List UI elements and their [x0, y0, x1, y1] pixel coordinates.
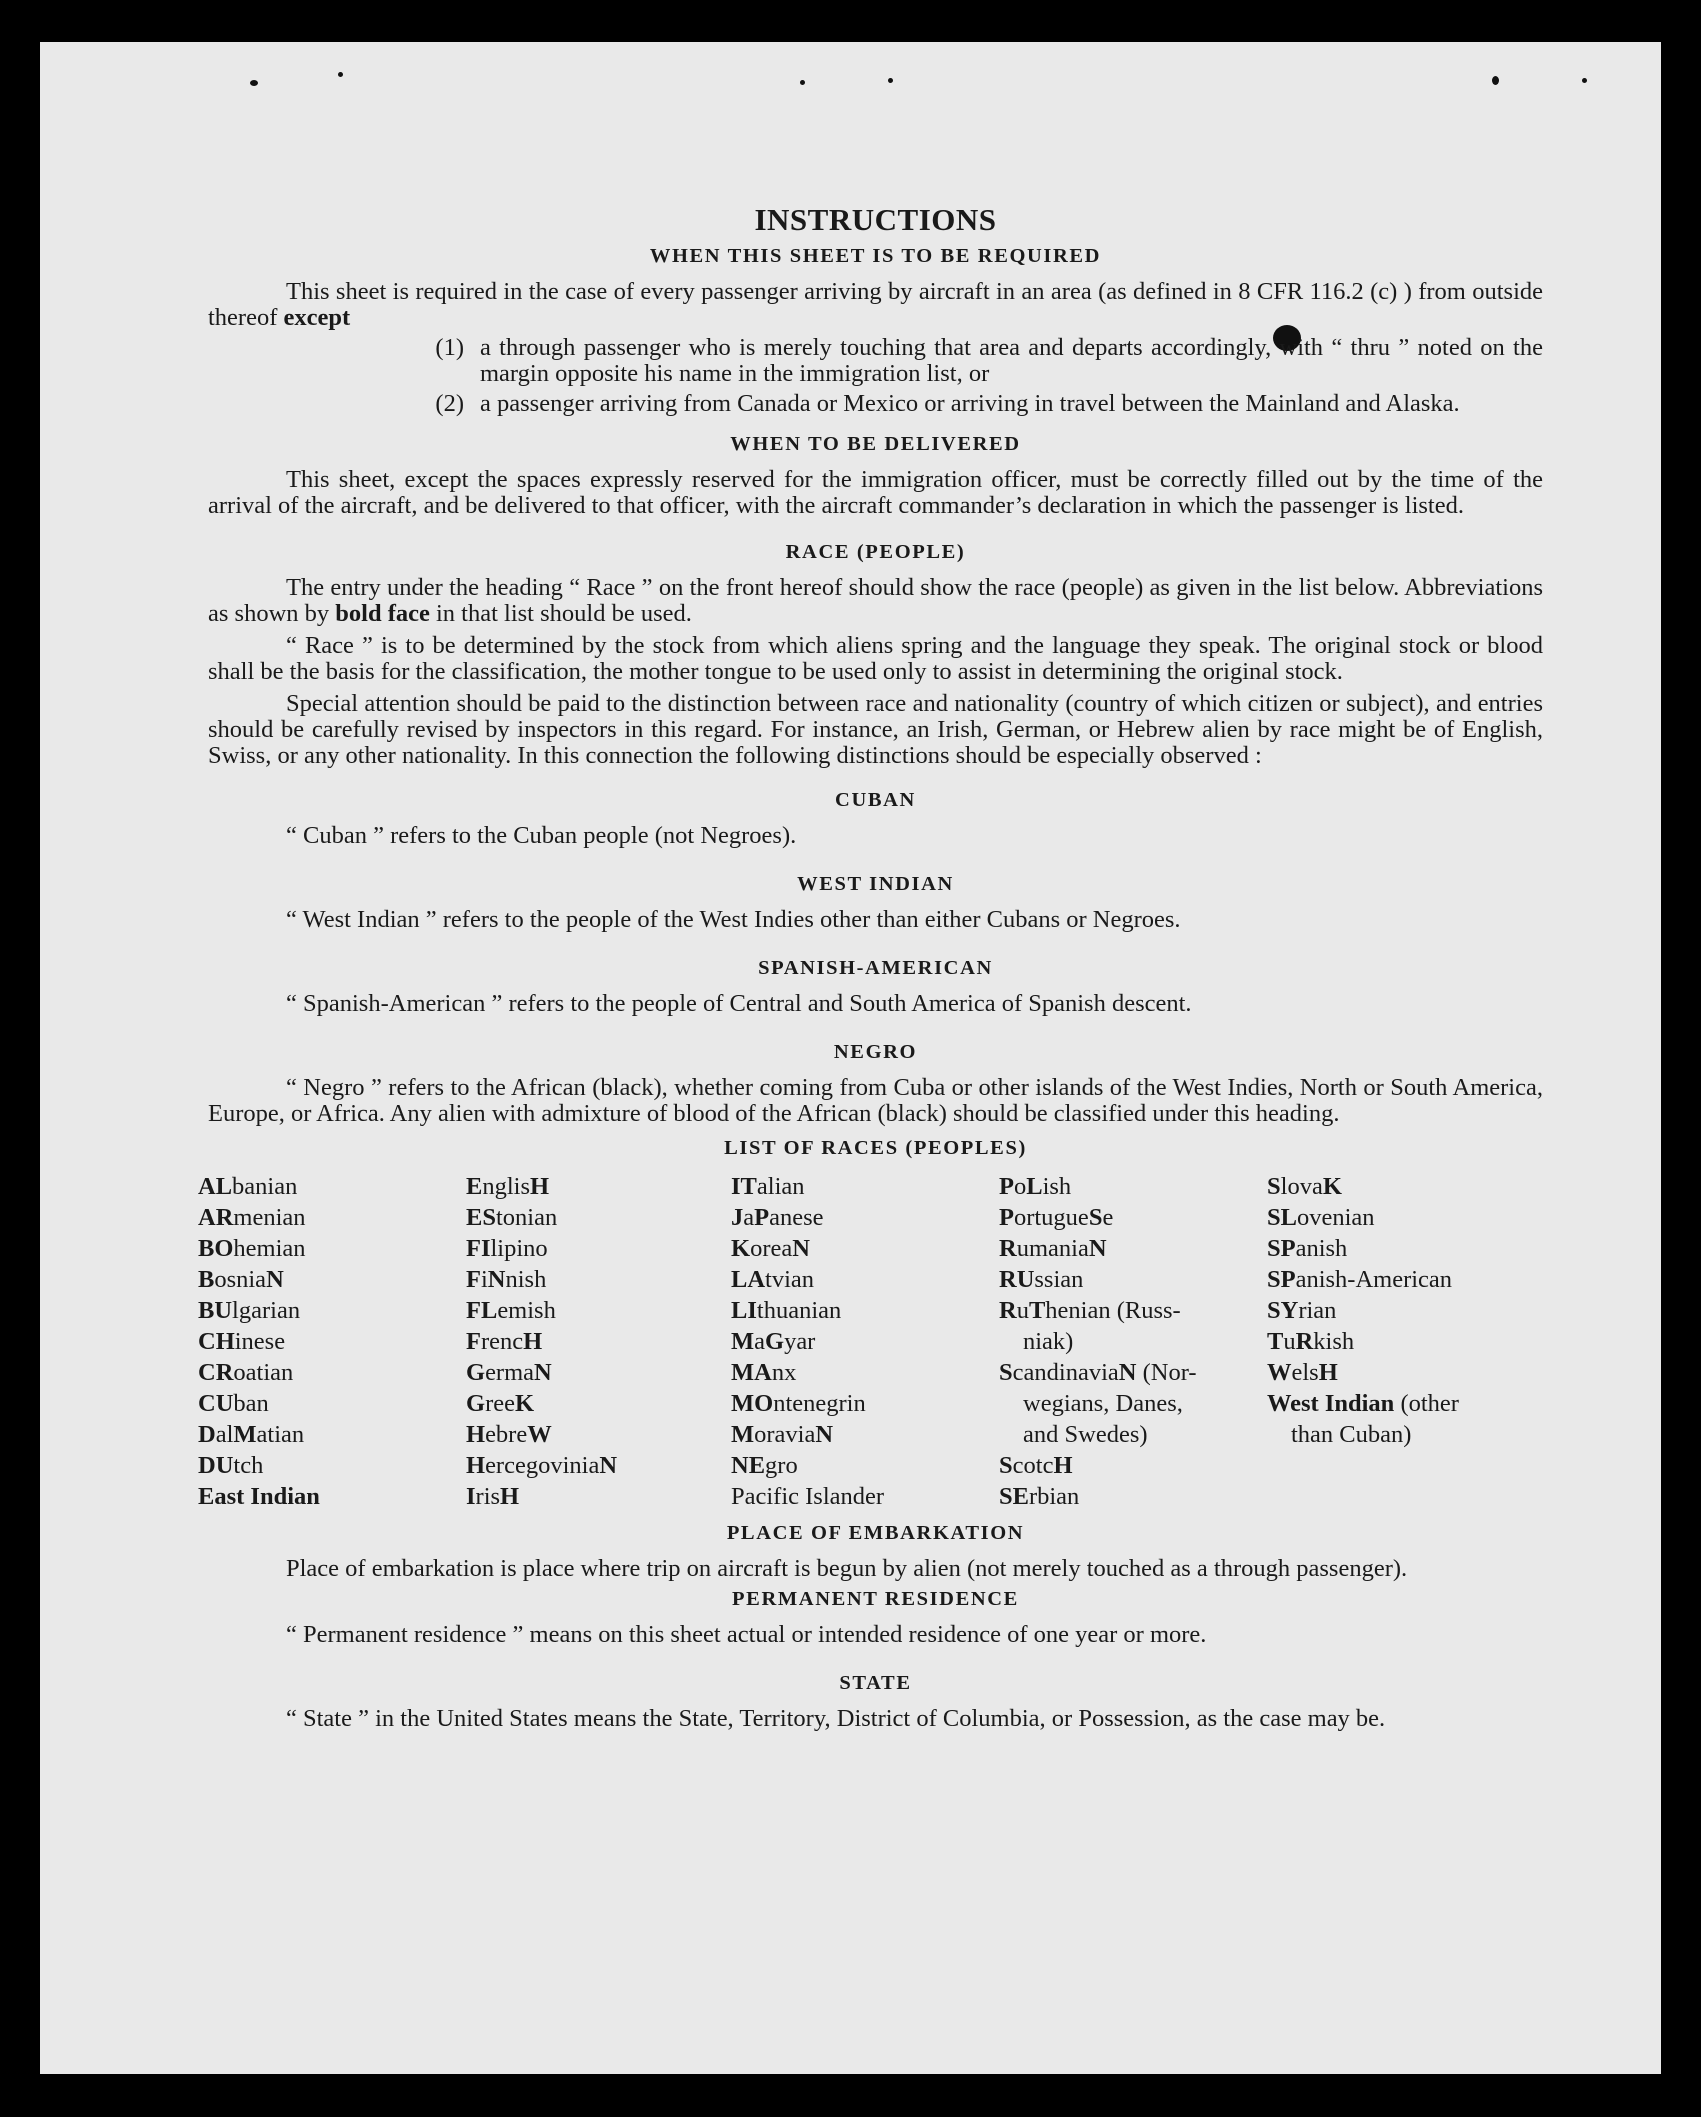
spanish-american-text: “ Spanish-American ” refers to the people of Central and South America of Spanish descent.: [286, 990, 1192, 1017]
scan-speck: [250, 80, 258, 86]
races-column: [1267, 1171, 1533, 1512]
race-entry: SPanish-American: [1267, 1266, 1453, 1293]
race-entry: ALbanian: [198, 1173, 298, 1200]
race-paragraph-2: “ Race ” is to be determined by the stock from which aliens spring and the language they speak. The original stock or blood shall be the basis for the classification, the mother tongue to be used only to assist in determining the original stock.: [208, 632, 1543, 685]
race-entry: KoreaN: [731, 1235, 810, 1262]
race-entry: CUban: [198, 1390, 269, 1417]
scan-speck: [338, 72, 343, 77]
section-heading-spanish-american: SPANISH-AMERICAN: [758, 957, 993, 979]
scan-speck: [1492, 76, 1499, 85]
negro-text: “ Negro ” refers to the African (black), whether coming from Cuba or other islands of the West Indies, North or South America, Europe, or Africa. Any alien with admixture of blood of the African (black) should be classified under this heading.: [208, 1074, 1543, 1127]
page-title: INSTRUCTIONS: [754, 202, 997, 237]
embarkation-text: Place of embarkation is place where trip on aircraft is begun by alien (not merely touched as a through passenger).: [286, 1555, 1408, 1582]
race-entry: SYrian: [1267, 1297, 1337, 1324]
scan-speck: [888, 78, 893, 83]
race-entry: FrencH: [466, 1328, 543, 1355]
cuban-text: “ Cuban ” refers to the Cuban people (not Negroes).: [286, 822, 797, 849]
races-list: [198, 1171, 1543, 1512]
instructions-body: [198, 202, 1543, 1732]
state-text: “ State ” in the United States means the State, Territory, District of Columbia, or Possession, as the case may be.: [286, 1705, 1386, 1732]
race-entry: BosniaN: [198, 1266, 284, 1293]
section-heading-when-required: WHEN THIS SHEET IS TO BE REQUIRED: [649, 245, 1102, 267]
race-entry: LAtvian: [731, 1266, 815, 1293]
race-entry: CHinese: [198, 1328, 286, 1355]
section-heading-permanent-residence: PERMANENT RESIDENCE: [732, 1588, 1019, 1610]
races-column: [999, 1171, 1267, 1512]
section-heading-list-of-races: LIST OF RACES (PEOPLES): [724, 1137, 1027, 1159]
race-entry: LIthuanian: [731, 1297, 842, 1324]
race-entry: SlovaK: [1267, 1173, 1342, 1200]
race-entry: BOhemian: [198, 1235, 306, 1262]
race-entry: SPanish: [1267, 1235, 1348, 1262]
race-entry: NEgro: [731, 1452, 798, 1479]
races-column: [466, 1171, 731, 1512]
races-column: [198, 1171, 466, 1512]
exception-item-1: (1) a through passenger who is merely touching that area and departs accordingly, with “ thru ” noted on the margin opposite his name in the immigration list, or: [435, 334, 1543, 387]
race-entry: SErbian: [999, 1483, 1080, 1510]
race-entry: ARmenian: [198, 1204, 306, 1231]
race-entry: PortugueSe: [999, 1204, 1114, 1231]
race-entry: MoraviaN: [731, 1421, 834, 1448]
race-entry: TuRkish: [1267, 1328, 1355, 1355]
section-heading-embarkation: PLACE OF EMBARKATION: [726, 1522, 1025, 1544]
race-entry: and Swedes): [1023, 1421, 1148, 1448]
race-entry: Pacific Islander: [731, 1483, 885, 1510]
race-entry: FIlipino: [466, 1235, 548, 1262]
race-entry: IrisH: [466, 1483, 520, 1510]
scan-speck: [800, 80, 805, 85]
race-entry: WelsH: [1267, 1359, 1338, 1386]
race-entry: MOntenegrin: [731, 1390, 866, 1417]
race-entry: ScotcH: [999, 1452, 1073, 1479]
race-entry: MAnx: [731, 1359, 797, 1386]
race-entry: HebreW: [466, 1421, 552, 1448]
west-indian-text: “ West Indian ” refers to the people of the West Indies other than either Cubans or Negroes.: [286, 906, 1181, 933]
race-entry: GermaN: [466, 1359, 552, 1386]
section-heading-cuban: CUBAN: [835, 789, 916, 811]
race-entry: East Indian: [198, 1483, 320, 1510]
race-entry: MaGyar: [731, 1328, 816, 1355]
race-entry: GreeK: [466, 1390, 535, 1417]
race-entry: DUtch: [198, 1452, 264, 1479]
when-delivered-text: This sheet, except the spaces expressly reserved for the immigration officer, must be correctly filled out by the time of the arrival of the aircraft, and be delivered to that officer, with the aircraft commander’s declaration in which the passenger is listed.: [208, 466, 1543, 519]
race-entry: ITalian: [731, 1173, 805, 1200]
race-entry: FLemish: [466, 1297, 556, 1324]
race-entry: HercegoviniaN: [466, 1452, 618, 1479]
race-entry: West Indian (other: [1267, 1390, 1459, 1417]
race-entry: EStonian: [466, 1204, 558, 1231]
race-entry: ScandinaviaN (Nor-: [999, 1359, 1197, 1386]
document-page: [40, 42, 1661, 2074]
race-paragraph-1: The entry under the heading “ Race ” on the front hereof should show the race (people) as given in the list below. Abbreviations as shown by bold face in that list should be used.: [208, 574, 1543, 627]
race-entry: niak): [1023, 1328, 1074, 1355]
race-entry: CRoatian: [198, 1359, 294, 1386]
section-heading-when-delivered: WHEN TO BE DELIVERED: [730, 433, 1021, 455]
when-required-intro: This sheet is required in the case of every passenger arriving by aircraft in an area (as defined in 8 CFR 116.2 (c) ) from outside thereof except: [208, 278, 1543, 331]
exception-item-2: (2) a passenger arriving from Canada or Mexico or arriving in travel between the Mainland and Alaska.: [435, 390, 1460, 417]
scan-speck: [1582, 78, 1587, 83]
races-column: [731, 1171, 999, 1512]
race-entry: FiNnish: [466, 1266, 547, 1293]
race-entry: DalMatian: [198, 1421, 305, 1448]
race-entry: BUlgarian: [198, 1297, 301, 1324]
race-entry: RumaniaN: [999, 1235, 1107, 1262]
section-heading-west-indian: WEST INDIAN: [797, 873, 954, 895]
race-entry: JaPanese: [731, 1204, 824, 1231]
race-entry: RUssian: [999, 1266, 1084, 1293]
race-entry: PoLish: [999, 1173, 1072, 1200]
residence-text: “ Permanent residence ” means on this sheet actual or intended residence of one year or more.: [286, 1621, 1207, 1648]
race-paragraph-3: Special attention should be paid to the distinction between race and nationality (country of which citizen or subject), and entries should be carefully revised by inspectors in this regard. For instance, an Irish, German, or Hebrew alien by race might be of English, Swiss, or any other nationality. In this connection the following distinctions should be especially observed :: [208, 690, 1543, 769]
section-heading-state: STATE: [839, 1672, 912, 1694]
race-entry: wegians, Danes,: [1023, 1390, 1183, 1417]
race-entry: SLovenian: [1267, 1204, 1375, 1231]
section-heading-race: RACE (PEOPLE): [785, 541, 966, 563]
section-heading-negro: NEGRO: [833, 1041, 918, 1063]
race-entry: than Cuban): [1291, 1421, 1412, 1448]
race-entry: EnglisH: [466, 1173, 550, 1200]
race-entry: RuThenian (Russ-: [999, 1297, 1181, 1324]
